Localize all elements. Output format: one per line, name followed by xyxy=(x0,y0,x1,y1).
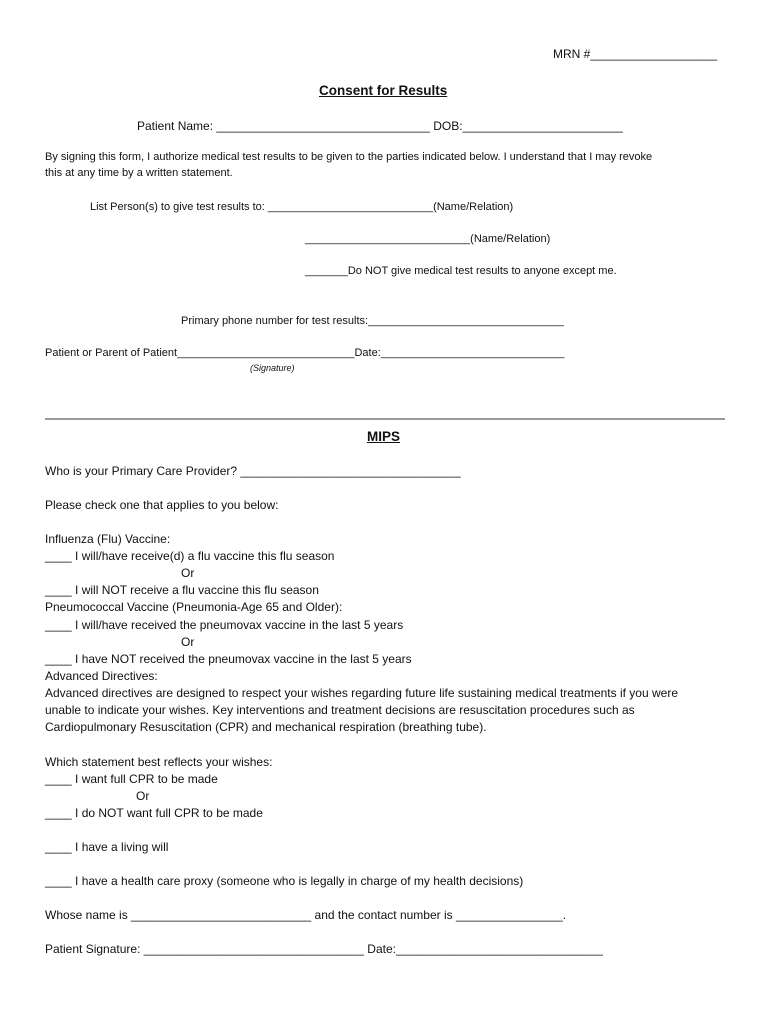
check-instruction: Please check one that applies to you below: xyxy=(45,498,279,512)
pneumococcal-vaccine-heading: Pneumococcal Vaccine (Pneumonia-Age 65 and Older): xyxy=(45,600,343,614)
authorization-statement-line-1: By signing this form, I authorize medical test results to be given to the parties indicated below. I understand that I may revoke xyxy=(45,151,653,163)
pneumovax-no-option[interactable]: ____ I have NOT received the pneumovax vaccine in the last 5 years xyxy=(45,652,412,666)
mips-title: MIPS xyxy=(367,429,401,444)
proxy-name-contact-field[interactable]: Whose name is ___________________________ and the contact number is ________________. xyxy=(45,908,567,922)
advanced-directives-text-line-2: unable to indicate your wishes. Key interventions and treatment decisions are resuscitation procedures such as xyxy=(45,703,635,717)
full-cpr-option[interactable]: ____ I want full CPR to be made xyxy=(45,772,218,786)
consent-title: Consent for Results xyxy=(319,83,448,98)
person-relation-field-2[interactable]: ___________________________(Name/Relation) xyxy=(305,233,551,245)
wishes-question: Which statement best reflects your wishes: xyxy=(45,755,273,769)
patient-signature-date-field[interactable]: Patient Signature: _________________________________ Date:_______________________________ xyxy=(45,942,603,956)
flu-vaccine-heading: Influenza (Flu) Vaccine: xyxy=(45,532,171,546)
flu-vaccine-yes-option[interactable]: ____ I will/have receive(d) a flu vaccine this flu season xyxy=(45,549,335,563)
advanced-directives-text-line-1: Advanced directives are designed to respect your wishes regarding future life sustaining medical treatments if you were xyxy=(45,686,678,700)
signature-caption: (Signature) xyxy=(250,363,295,373)
or-separator: Or xyxy=(181,635,195,649)
advanced-directives-text-line-3: Cardiopulmonary Resuscitation (CPR) and mechanical respiration (breathing tube). xyxy=(45,720,487,734)
section-divider xyxy=(45,418,725,420)
or-separator: Or xyxy=(136,789,150,803)
mrn-field[interactable]: MRN #___________________ xyxy=(553,47,718,61)
advanced-directives-heading: Advanced Directives: xyxy=(45,669,158,683)
person-relation-field-1[interactable]: List Person(s) to give test results to: ___________________________(Name/Relation) xyxy=(90,201,514,213)
pneumovax-yes-option[interactable]: ____ I will/have received the pneumovax vaccine in the last 5 years xyxy=(45,618,404,632)
flu-vaccine-no-option[interactable]: ____ I will NOT receive a flu vaccine this flu season xyxy=(45,583,319,597)
authorization-statement-line-2: this at any time by a written statement. xyxy=(45,167,233,179)
health-care-proxy-option[interactable]: ____ I have a health care proxy (someone who is legally in charge of my health decisions) xyxy=(45,874,524,888)
do-not-share-field[interactable]: _______Do NOT give medical test results to anyone except me. xyxy=(305,265,617,277)
patient-name-dob-field[interactable]: Patient Name: ________________________________ DOB:________________________ xyxy=(137,119,623,133)
no-full-cpr-option[interactable]: ____ I do NOT want full CPR to be made xyxy=(45,806,263,820)
or-separator: Or xyxy=(181,566,195,580)
living-will-option[interactable]: ____ I have a living will xyxy=(45,840,169,854)
primary-care-provider-field[interactable]: Who is your Primary Care Provider? _________________________________ xyxy=(45,464,461,478)
signature-date-field[interactable]: Patient or Parent of Patient_____________________________Date:______________________________ xyxy=(45,347,565,359)
phone-number-field[interactable]: Primary phone number for test results:________________________________ xyxy=(181,315,564,327)
